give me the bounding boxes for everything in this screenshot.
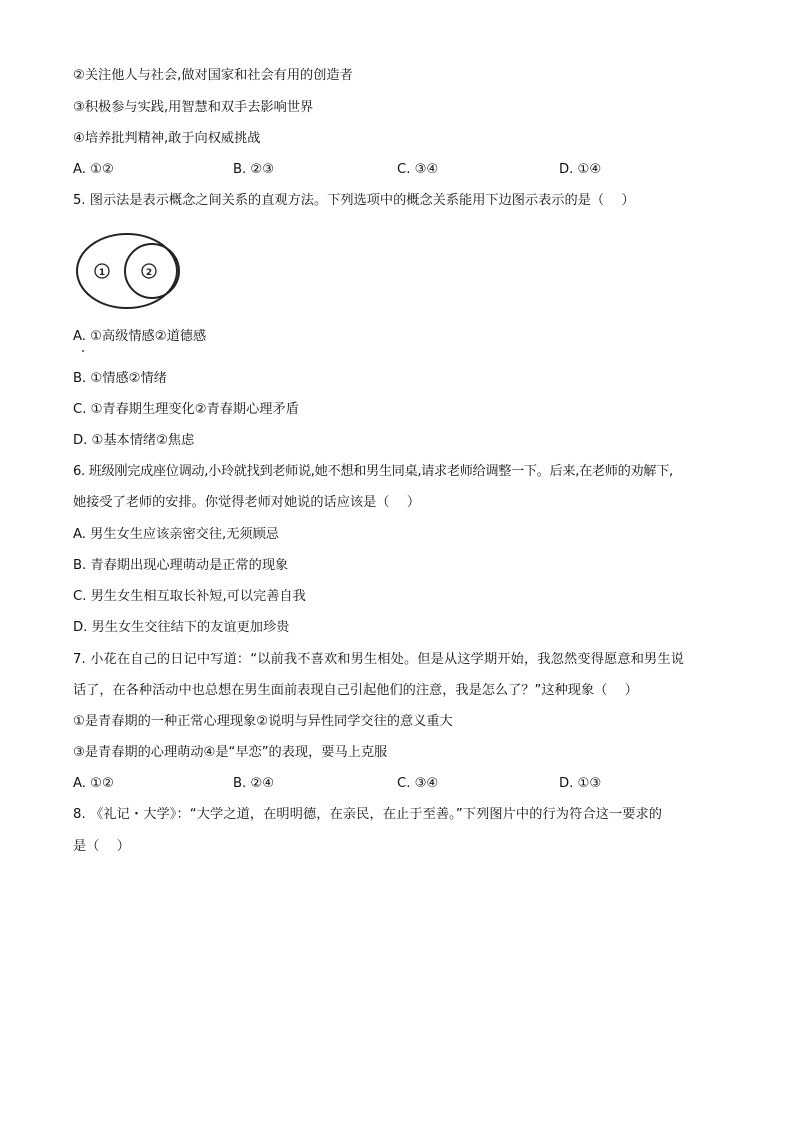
q5-option-c: C. ①青春期生理变化②青春期心理矛盾 xyxy=(73,402,299,417)
q5-option-a: A. ①高级情感②道德感 xyxy=(73,329,207,344)
q5-option-b: B. ①情感②情绪 xyxy=(73,371,167,386)
q8-stem-line2: 是（ ） xyxy=(73,839,130,854)
svg-text:1: 1 xyxy=(98,268,106,278)
q4-statement-4: ④培养批判精神,敢于向权威挑战 xyxy=(73,131,261,146)
q4-statement-3: ③积极参与实践,用智慧和双手去影响世界 xyxy=(73,100,314,115)
q7-option-d: D. ①③ xyxy=(559,776,602,791)
q6-stem-line2: 她接受了老师的安排。你觉得老师对她说的话应该是（ ） xyxy=(73,495,421,510)
q4-option-d: D. ①④ xyxy=(559,162,602,177)
q5-stem: 5. 图示法是表示概念之间关系的直观方法。下列选项中的概念关系能用下边图示表示的是（ ） xyxy=(73,193,635,208)
q7-option-c: C. ③④ xyxy=(397,776,439,791)
q4-statement-2: ②关注他人与社会,做对国家和社会有用的创造者 xyxy=(73,68,353,83)
q6-option-b: B. 青春期出现心理萌动是正常的现象 xyxy=(73,558,289,573)
q7-option-a: A. ①② xyxy=(73,776,114,791)
q4-option-c: C. ③④ xyxy=(397,162,439,177)
q7-stem-line2: 话了，在各种活动中也总想在男生面前表现自己引起他们的注意，我是怎么了？”这种现象（ ） xyxy=(73,683,638,698)
svg-text:2: 2 xyxy=(145,268,153,278)
q6-option-a: A. 男生女生应该亲密交往,无须顾忌 xyxy=(73,527,279,542)
q8-stem-line1: 8. 《礼记・大学》：“大学之道，在明明德，在亲民，在止于至善。”下列图片中的行为符合这一要求的 xyxy=(73,807,663,822)
q6-stem-line1: 6. 班级刚完成座位调动,小玲就找到老师说,她不想和男生同桌,请求老师给调整一下。后来,在老师的劝解下, xyxy=(73,464,673,479)
q7-stem-line1: 7. 小花在自己的日记中写道：“以前我不喜欢和男生相处。但是从这学期开始，我忽然变得愿意和男生说 xyxy=(73,652,685,667)
q6-option-c: C. 男生女生相互取长补短,可以完善自我 xyxy=(73,589,306,604)
q7-option-b: B. ②④ xyxy=(233,776,275,791)
q4-option-a: A. ①② xyxy=(73,162,114,177)
q7-statement-line1: ①是青春期的一种正常心理现象②说明与异性同学交往的意义重大 xyxy=(73,714,453,729)
q7-statement-line2: ③是青春期的心理萌动④是“早恋”的表现，要马上克服 xyxy=(73,745,388,760)
q5-venn-diagram xyxy=(72,228,184,312)
q5-option-d: D. ①基本情绪②焦虑 xyxy=(73,433,195,448)
q4-option-b: B. ②③ xyxy=(233,162,275,177)
q6-option-d: D. 男生女生交往结下的友谊更加珍贵 xyxy=(73,620,290,635)
stray-dot xyxy=(82,350,84,352)
